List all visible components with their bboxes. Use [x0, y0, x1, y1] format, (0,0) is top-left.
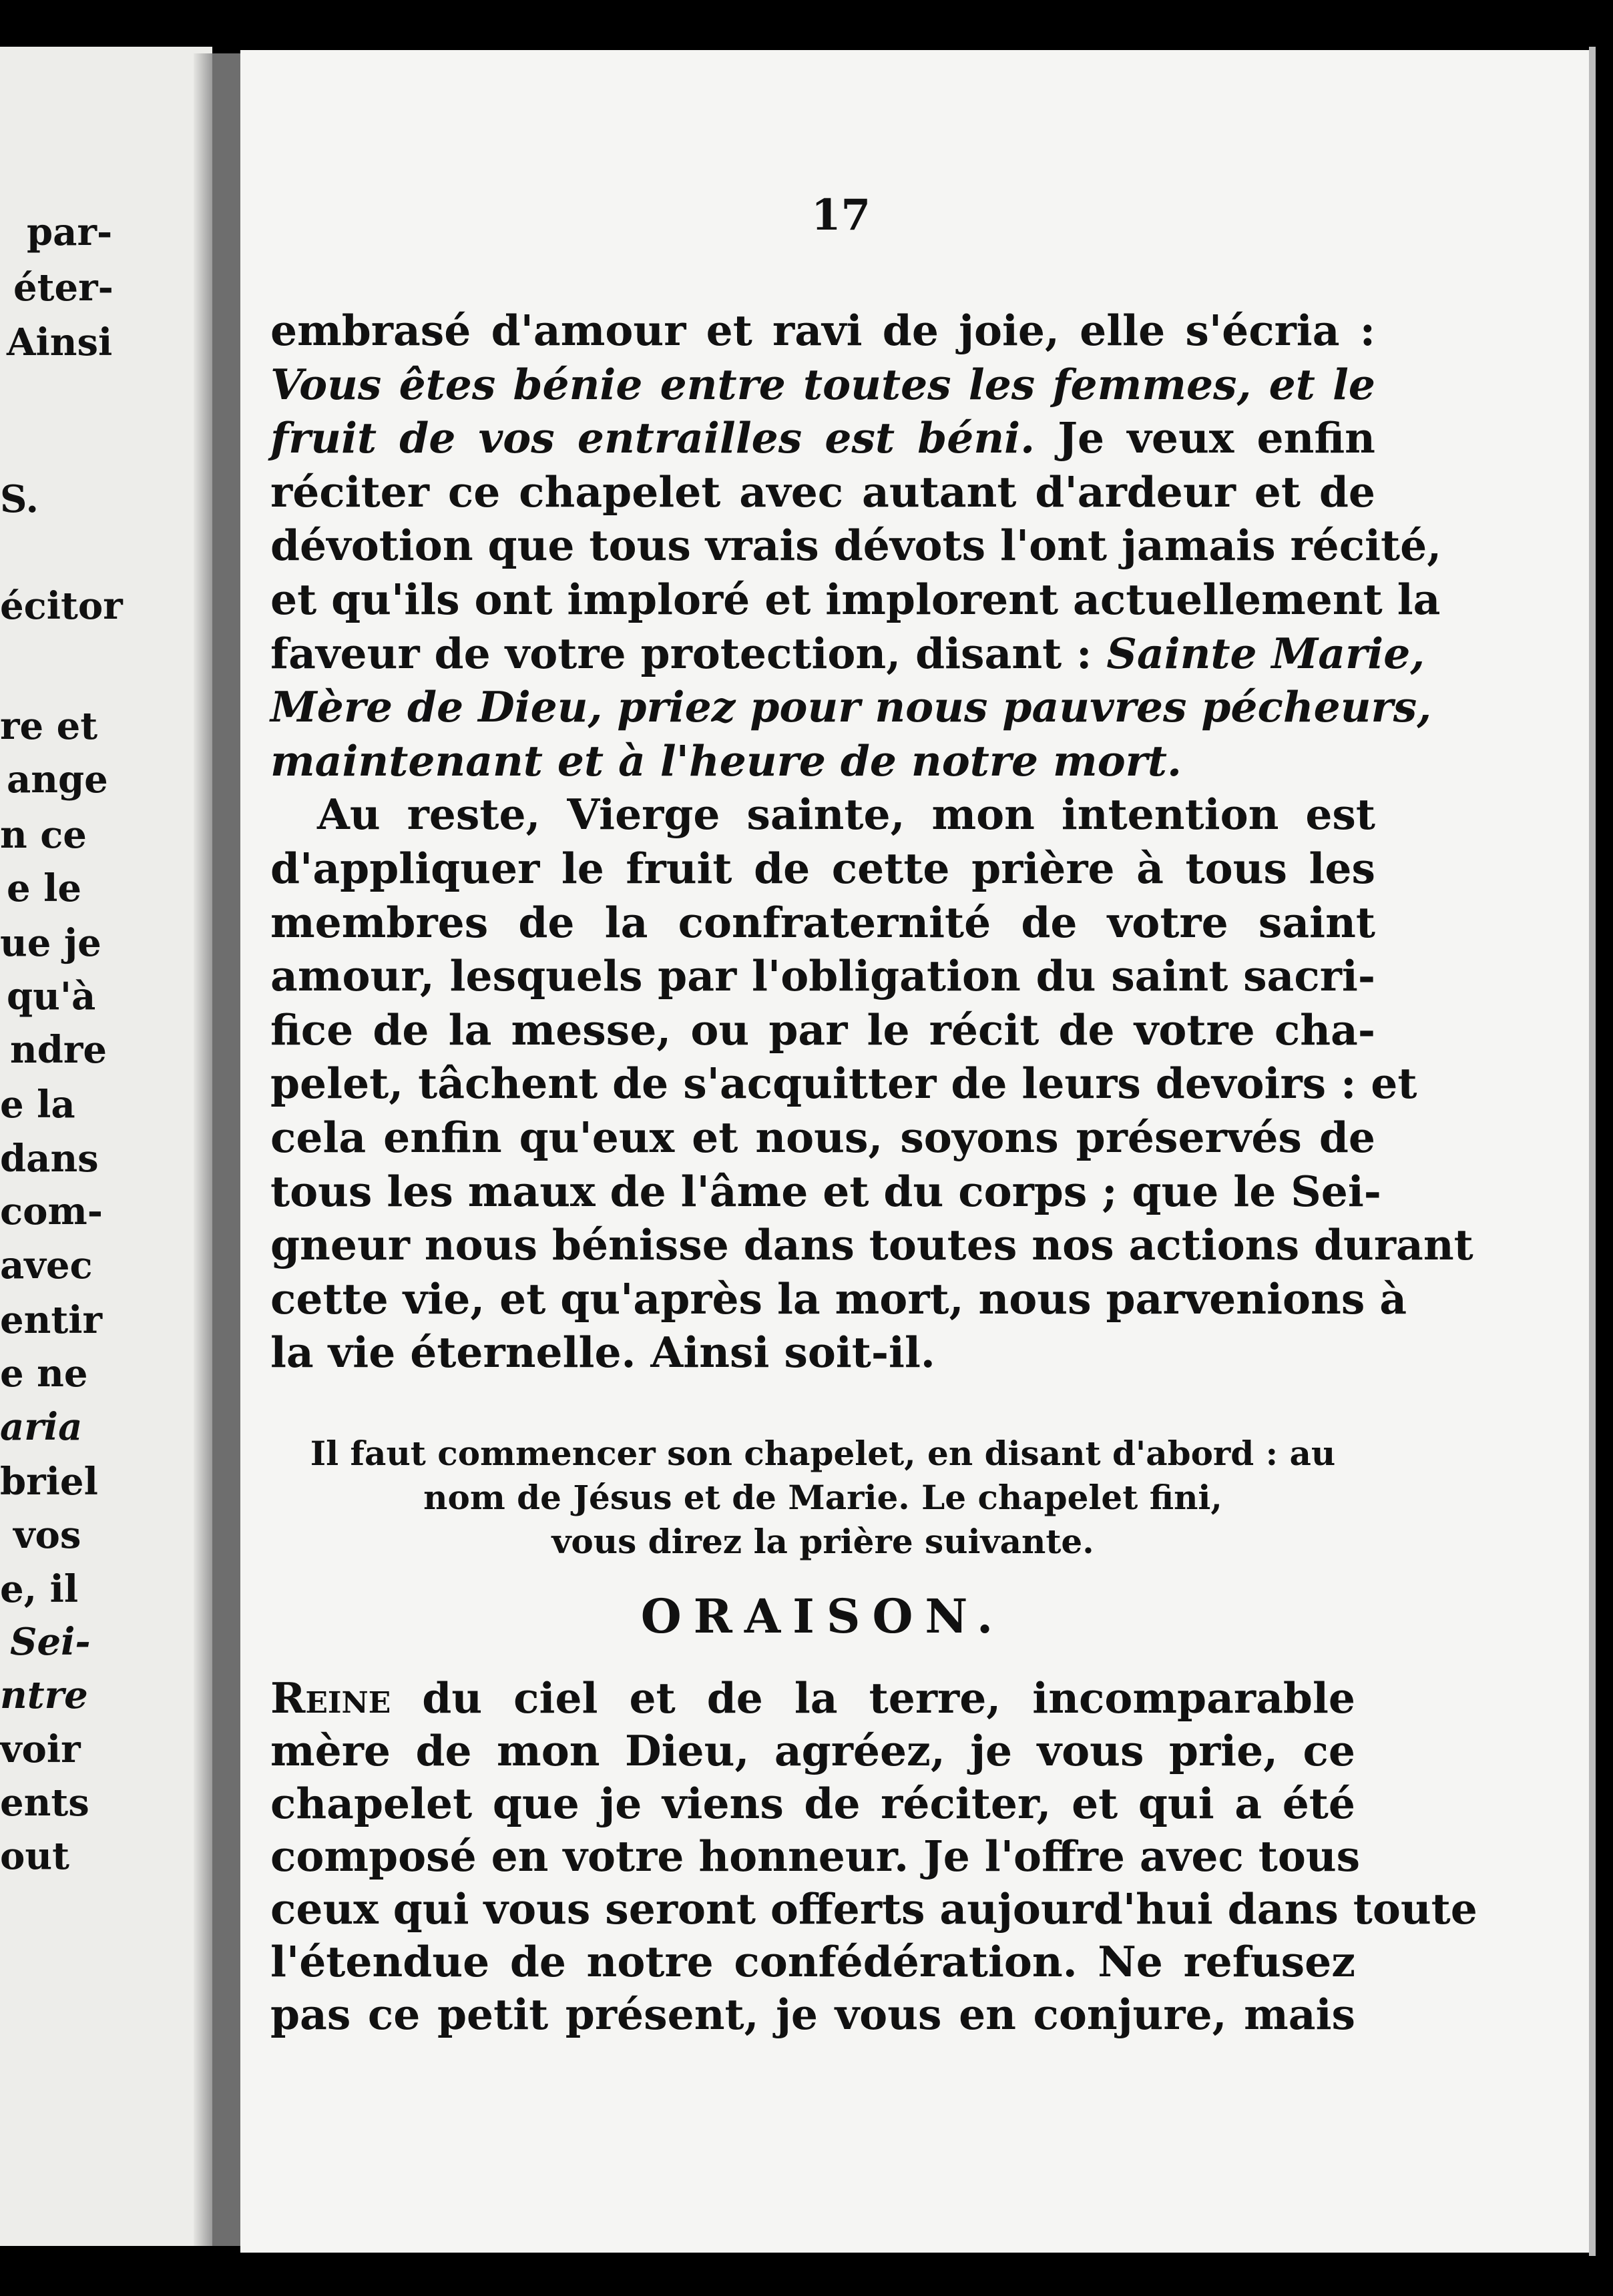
- text-segment: ceux qui vous seront offerts aujourd'hui dans toute: [270, 1884, 1477, 1934]
- text-line: [270, 1218, 1473, 1272]
- text-segment: cette vie, et qu'après la mort, nous parvenions à: [270, 1273, 1407, 1324]
- text-line: [270, 1165, 1381, 1219]
- text-line: [270, 896, 1375, 950]
- text-segment: d'appliquer le fruit de cette prière à tous les: [270, 843, 1375, 893]
- facing-page-line: ntre: [0, 1673, 88, 1717]
- page-edge: [1589, 47, 1596, 2256]
- facing-page-line: voir: [0, 1727, 81, 1771]
- facing-page-line: vos: [13, 1513, 81, 1557]
- rubric-line: nom de Jésus et de Marie. Le chapelet fini,: [423, 1478, 1222, 1517]
- facing-page-line: par-: [27, 210, 113, 254]
- text-segment: gneur nous bénisse dans toutes nos actions durant: [270, 1220, 1473, 1270]
- rubric-line: vous direz la prière suivante.: [551, 1522, 1094, 1561]
- body-text-2: [270, 1672, 1477, 2041]
- text-line: [270, 734, 1375, 788]
- facing-page-line: ange: [7, 758, 108, 802]
- facing-page-line: e, il: [0, 1567, 79, 1611]
- facing-page-line: briel: [0, 1460, 98, 1504]
- facing-page-line: aria: [0, 1405, 83, 1449]
- facing-page-line: qu'à: [7, 974, 96, 1019]
- facing-page-line: S.: [0, 477, 39, 521]
- text-segment: Vous êtes bénie entre toutes les femmes, et le: [270, 359, 1375, 409]
- text-segment: réciter ce chapelet avec autant d'ardeur et de: [270, 467, 1375, 517]
- text-segment: mère de mon Dieu, agréez, je vous prie, ce: [270, 1726, 1355, 1775]
- text-line: [270, 1725, 1355, 1777]
- text-line: [270, 358, 1375, 412]
- text-segment: chapelet que je viens de réciter, et qui a été: [270, 1779, 1355, 1828]
- text-line: [270, 788, 1375, 842]
- paragraph-1: [270, 304, 1442, 788]
- text-line: [270, 1777, 1355, 1830]
- page-number: 17: [811, 190, 871, 240]
- facing-page-line: ue je: [0, 921, 101, 965]
- facing-page-line: Sei-: [10, 1620, 91, 1664]
- text-segment: dévotion que tous vrais dévots l'ont jamais récité,: [270, 521, 1442, 571]
- facing-page-line: re et: [0, 704, 98, 748]
- text-line: [270, 465, 1375, 519]
- text-segment: fice de la messe, ou par le récit de votre cha-: [270, 1005, 1375, 1055]
- text-line: [270, 1883, 1477, 1936]
- facing-page-line: écitor: [0, 584, 123, 628]
- book-gutter: [212, 53, 240, 2246]
- text-segment: amour, lesquels par l'obligation du saint sacri-: [270, 951, 1375, 1001]
- facing-page-line: Ainsi: [7, 320, 113, 364]
- paragraph-2: [270, 788, 1473, 1380]
- text-line: [270, 1988, 1355, 2041]
- text-segment: pelet, tâchent de s'acquitter de leurs devoirs : et: [270, 1059, 1417, 1109]
- gutter-shadow: [194, 53, 212, 2246]
- text-segment: du ciel et de la terre, incomparable: [391, 1673, 1355, 1723]
- text-segment: fruit de vos entrailles est béni.: [270, 413, 1035, 463]
- text-line: [270, 842, 1375, 896]
- initial-word: Reine: [270, 1673, 391, 1723]
- text-segment: Je veux enfin: [1035, 413, 1375, 463]
- facing-page-line: avec: [0, 1243, 93, 1287]
- text-segment: membres de la confraternité de votre saint: [270, 897, 1375, 947]
- facing-page-line: e la: [0, 1083, 75, 1127]
- text-segment: pas ce petit présent, je vous en conjure, mais: [270, 1990, 1355, 2039]
- rubric-line: Il faut commencer son chapelet, en disant d'abord : au: [310, 1434, 1336, 1473]
- facing-page-line: e le: [7, 866, 82, 910]
- text-line: [270, 949, 1375, 1003]
- body-text: [270, 304, 1473, 1380]
- text-line: [270, 411, 1375, 465]
- facing-page-line: entir: [0, 1298, 102, 1342]
- text-segment: Mère de Dieu, priez pour nous pauvres pécheurs,: [270, 682, 1432, 732]
- section-heading: ORAISON.: [640, 1589, 1005, 1644]
- facing-page-line: éter-: [13, 266, 113, 310]
- rubric-instruction: [270, 1432, 1375, 1564]
- facing-page: [0, 47, 212, 2246]
- text-line: [270, 1272, 1407, 1326]
- text-line: [270, 1057, 1417, 1111]
- text-line: [270, 1936, 1355, 1988]
- text-line: [270, 627, 1425, 681]
- facing-page-line: ndre: [10, 1028, 107, 1072]
- text-line: [270, 1830, 1361, 1883]
- text-segment: la vie éternelle. Ainsi soit-il.: [270, 1328, 935, 1378]
- text-line: [270, 1326, 1375, 1380]
- text-segment: Au reste, Vierge sainte, mon intention est: [317, 790, 1375, 840]
- facing-page-line: dans: [0, 1137, 99, 1181]
- text-segment: cela enfin qu'eux et nous, soyons préservés de: [270, 1112, 1375, 1162]
- text-segment: Sainte Marie,: [1106, 628, 1425, 678]
- text-line: [270, 519, 1442, 573]
- facing-page-line: out: [0, 1834, 69, 1878]
- text-line: [270, 1003, 1375, 1057]
- text-segment: tous les maux de l'âme et du corps ; que le Sei-: [270, 1166, 1381, 1216]
- text-segment: l'étendue de notre confédération. Ne refusez: [270, 1937, 1355, 1986]
- facing-page-line: n ce: [0, 813, 87, 857]
- facing-page-line: ents: [0, 1781, 89, 1825]
- text-line: [270, 680, 1432, 734]
- facing-page-line: com-: [0, 1189, 103, 1233]
- text-segment: et qu'ils ont imploré et implorent actuellement la: [270, 574, 1441, 624]
- text-line: [270, 304, 1375, 358]
- text-line: [270, 1111, 1375, 1165]
- text-line: [270, 1672, 1355, 1725]
- text-segment: faveur de votre protection, disant :: [270, 628, 1107, 678]
- facing-page-line: e ne: [0, 1352, 88, 1396]
- text-line: [270, 573, 1441, 627]
- text-segment: composé en votre honneur. Je l'offre avec tous: [270, 1831, 1361, 1881]
- paragraph-3: [270, 1672, 1477, 2041]
- text-segment: maintenant et à l'heure de notre mort.: [270, 736, 1182, 786]
- text-segment: embrasé d'amour et ravi de joie, elle s'écria :: [270, 306, 1375, 355]
